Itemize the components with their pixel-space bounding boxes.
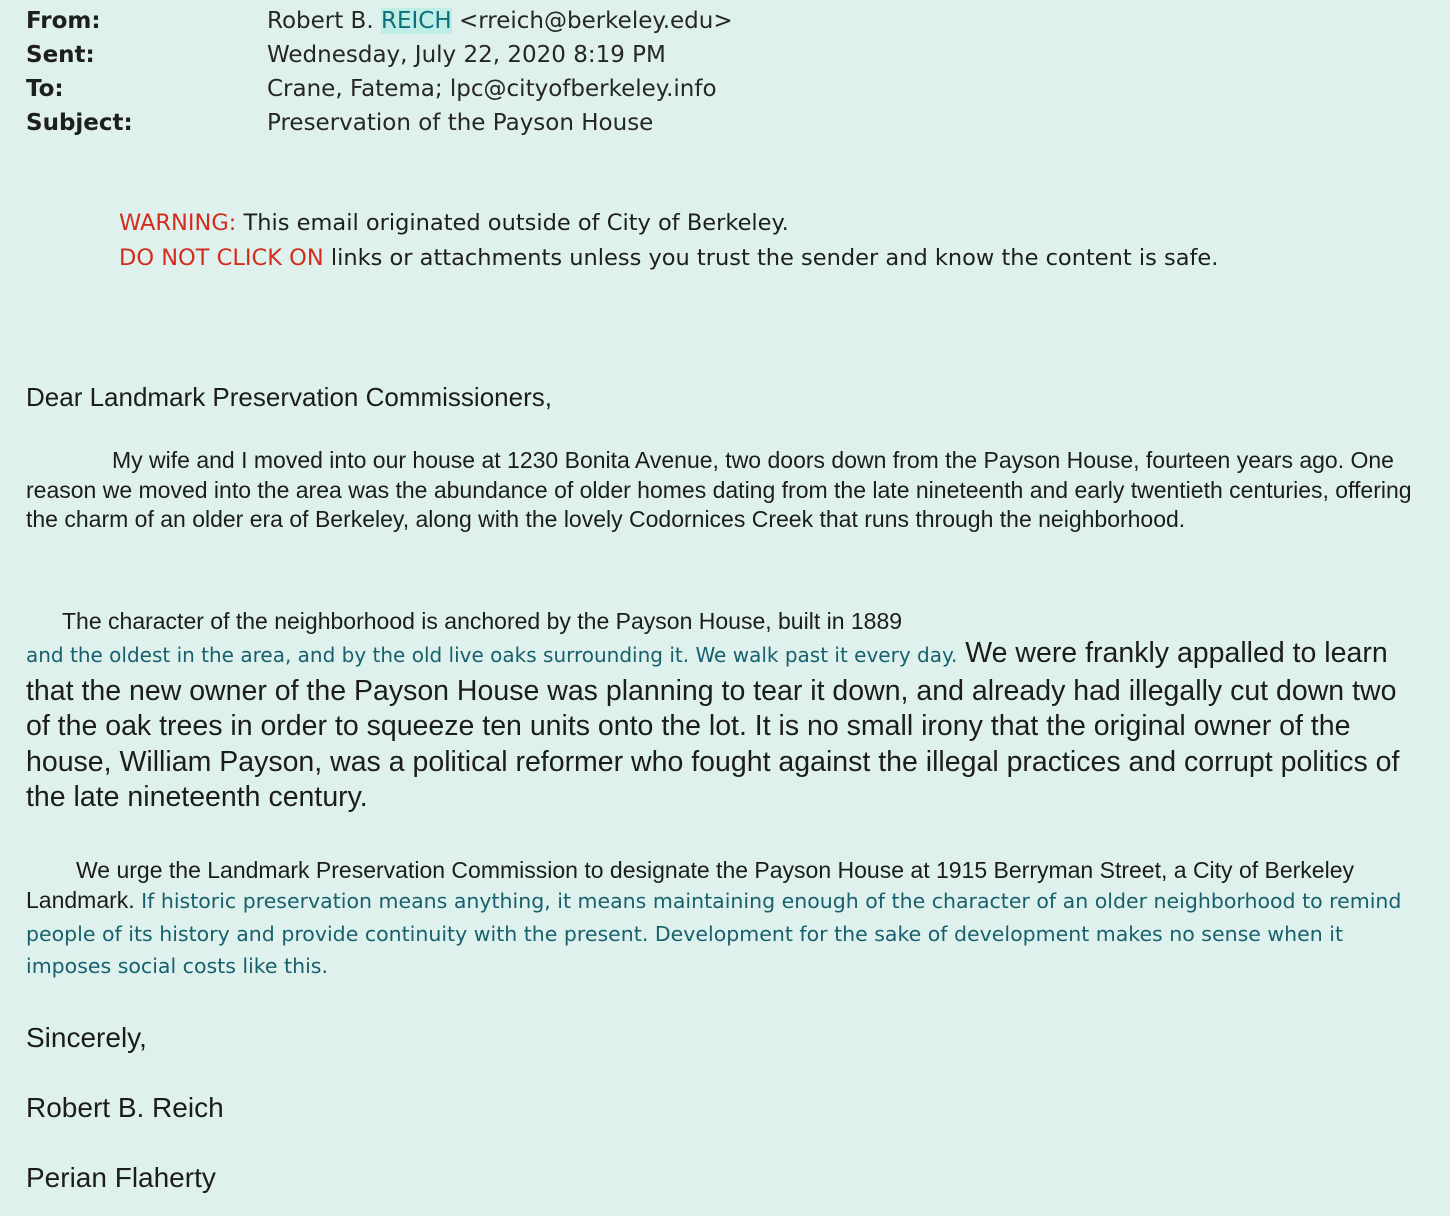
do-not-click-text: links or attachments unless you trust the sender and know the content is safe. <box>330 245 1219 271</box>
sent-label: Sent: <box>26 42 95 68</box>
paragraph-1-text: My wife and I moved into our house at 1230 Bonita Avenue, two doors down from the Payson House, fourteen years ago. One reason we moved into the area was the abundance of older homes dating from the late nineteenth and early twentieth centuries, offering the charm of an older era of Berkeley, along with the lovely Codornices Creek that runs through the neighborhood. <box>26 447 1412 532</box>
signoff: Sincerely, <box>26 1022 147 1053</box>
warning-line-1 <box>119 206 1218 241</box>
email-header <box>26 4 733 140</box>
warning-line-2 <box>119 241 1218 276</box>
sent-row <box>26 38 733 72</box>
signer-2: Perian Flaherty <box>26 1162 216 1193</box>
sent-value: Wednesday, July 22, 2020 8:19 PM <box>267 42 666 68</box>
to-row <box>26 72 733 106</box>
do-not-click-label: DO NOT CLICK ON <box>119 245 324 271</box>
greeting: Dear Landmark Preservation Commissioners, <box>26 382 552 412</box>
paragraph-2-first-line: The character of the neighborhood is anchored by the Payson House, built in 1889 <box>62 608 903 634</box>
from-email: <rreich@berkeley.edu> <box>458 8 733 34</box>
to-value: Crane, Fatema; lpc@cityofberkeley.info <box>267 76 717 102</box>
paragraph-3-small-text: If historic preservation means anything, it means maintaining enough of the character of an older neighborhood to remind people of its history and provide continuity with the present. Development for the sake of development makes no sense when it imposes social costs like this. <box>26 889 1402 978</box>
paragraph-2-large-text: We were frankly appalled to learn that the new owner of the Payson House was planning to tear it down, and already had illegally cut down two of the oak trees in order to squeeze ten units onto the lot. It is no small irony that the original owner of the house, William Payson, was a political reformer who fought against the illegal practices and corrupt politics of the late nineteenth century. <box>26 637 1400 813</box>
paragraph-1 <box>26 446 1421 535</box>
paragraph-2-small-text: and the oldest in the area, and by the old live oaks surrounding it. We walk past it every day. <box>26 643 958 667</box>
to-label: To: <box>26 76 64 102</box>
paragraph-3-main-text: We urge the Landmark Preservation Commission to designate the Payson House at 1915 Berryman Street, a City of Berkeley Landmark. <box>26 857 1354 913</box>
from-name: Robert B. <box>267 8 374 34</box>
from-row <box>26 4 733 38</box>
paragraph-2 <box>26 636 1421 816</box>
warning-text: This email originated outside of City of Berkeley. <box>243 210 789 236</box>
signer-1: Robert B. Reich <box>26 1092 224 1123</box>
subject-value: Preservation of the Payson House <box>267 110 654 136</box>
paragraph-3 <box>26 855 1421 983</box>
subject-label: Subject: <box>26 110 133 136</box>
from-surname-highlight: REICH <box>380 8 452 34</box>
subject-row <box>26 106 733 140</box>
external-email-warning <box>119 206 1218 276</box>
from-label: From: <box>26 8 101 34</box>
warning-label: WARNING: <box>119 210 237 236</box>
